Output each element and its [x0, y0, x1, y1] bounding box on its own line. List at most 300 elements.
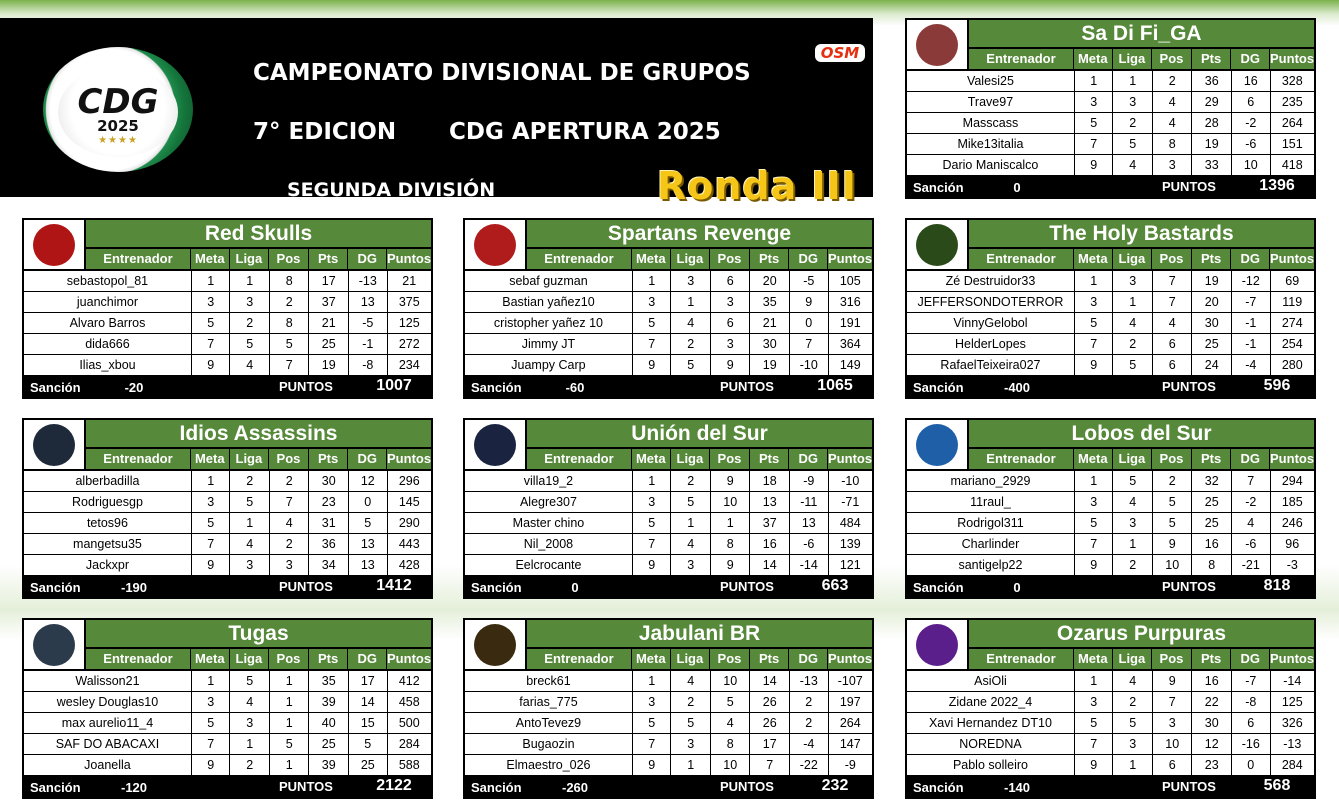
stat-cell-dg: 2: [790, 692, 828, 712]
stat-cell-liga: 5: [671, 713, 710, 733]
stat-cell-puntos: 284: [1271, 755, 1314, 775]
stat-cell-pos: 7: [270, 492, 309, 512]
stat-cell-dg: -1: [1232, 334, 1270, 354]
stat-cell-liga: 1: [1113, 534, 1152, 554]
sancion-label: Sanción: [30, 380, 81, 395]
team-name: Idios Assassins: [86, 420, 431, 447]
stat-cell-pos: 1: [270, 713, 309, 733]
stat-cell-liga: 3: [671, 555, 710, 575]
stat-cell-pts: 37: [750, 513, 789, 533]
sancion-label: Sanción: [471, 780, 522, 795]
team-table: [905, 618, 1316, 799]
stat-cell-pts: 8: [1192, 555, 1231, 575]
stat-cell-liga: 1: [230, 513, 269, 533]
stat-cell-liga: 1: [671, 755, 710, 775]
stat-cell-meta: 7: [1075, 334, 1113, 354]
stat-cell-meta: 1: [192, 671, 230, 691]
assassin-badge-icon: [33, 424, 75, 466]
stat-cell-pos: 3: [711, 292, 750, 312]
stat-cell-dg: -5: [349, 313, 387, 333]
column-header-liga: Liga: [1113, 449, 1152, 469]
stat-cell-pts: 18: [750, 471, 789, 491]
stat-cell-pos: 3: [711, 334, 750, 354]
stat-cell-dg: 0: [1232, 755, 1270, 775]
stat-cell-pos: 4: [1153, 313, 1192, 333]
stat-cell-dg: 9: [790, 292, 828, 312]
stat-cell-liga: 2: [230, 755, 269, 775]
stat-cell-dg: -11: [790, 492, 828, 512]
stat-cell-pos: 3: [1153, 713, 1192, 733]
puntos-label: PUNTOS: [279, 579, 333, 594]
stat-cell-puntos: -10: [829, 471, 872, 491]
coach-name-cell: farias_775: [465, 692, 632, 712]
stat-cell-liga: 2: [671, 692, 710, 712]
stat-cell-pos: 8: [270, 313, 309, 333]
coach-name-cell: NOREDNA: [907, 734, 1074, 754]
stat-cell-pts: 23: [309, 492, 348, 512]
column-header-pts: Pts: [309, 649, 348, 669]
stat-cell-puntos: 151: [1271, 134, 1314, 154]
stat-cell-meta: 1: [192, 271, 230, 291]
sancion-value: -60: [565, 380, 585, 395]
stat-cell-pts: 30: [309, 471, 348, 491]
stat-cell-puntos: 280: [1271, 355, 1314, 375]
table-row: [907, 513, 1314, 533]
stat-cell-liga: 3: [671, 271, 710, 291]
stat-cell-meta: 5: [1075, 713, 1113, 733]
column-header-entrenador: Entrenador: [86, 449, 190, 469]
stat-cell-puntos: 246: [1271, 513, 1314, 533]
table-row: [24, 492, 431, 512]
column-header-meta: Meta: [1074, 249, 1112, 269]
column-header-pos: Pos: [1152, 449, 1191, 469]
stat-cell-dg: -6: [1232, 134, 1270, 154]
table-row: [907, 755, 1314, 775]
stat-cell-liga: 3: [1113, 92, 1152, 112]
column-header-pos: Pos: [269, 649, 308, 669]
table-row: [24, 292, 431, 312]
sancion-value: 0: [571, 580, 579, 595]
stat-cell-pts: 26: [750, 692, 789, 712]
stat-cell-pts: 25: [1192, 492, 1231, 512]
table-row: [24, 534, 431, 554]
coach-name-cell: max aurelio11_4: [24, 713, 191, 733]
stat-cell-liga: 4: [230, 534, 269, 554]
column-header-entrenador: Entrenador: [86, 649, 190, 669]
stat-cell-pos: 9: [711, 355, 750, 375]
team-table: [22, 618, 433, 799]
stat-cell-puntos: 185: [1271, 492, 1314, 512]
stat-cell-puntos: 326: [1271, 713, 1314, 733]
stat-cell-pts: 32: [1192, 471, 1231, 491]
stat-cell-pts: 25: [1192, 334, 1231, 354]
column-header-pts: Pts: [309, 449, 348, 469]
stat-cell-puntos: 272: [388, 334, 431, 354]
stat-cell-pos: 7: [270, 355, 309, 375]
sancion-label: Sanción: [913, 380, 964, 395]
stat-cell-meta: 5: [192, 313, 230, 333]
sancion-label: Sanción: [913, 580, 964, 595]
stat-cell-dg: -13: [349, 271, 387, 291]
stat-cell-dg: -6: [790, 534, 828, 554]
stat-cell-meta: 1: [192, 471, 230, 491]
stat-cell-liga: 4: [1113, 155, 1152, 175]
stat-cell-puntos: 274: [1271, 313, 1314, 333]
coach-name-cell: wesley Douglas10: [24, 692, 191, 712]
column-header-meta: Meta: [191, 449, 229, 469]
table-row: [907, 313, 1314, 333]
coach-name-cell: Trave97: [907, 92, 1074, 112]
stat-cell-pos: 1: [270, 692, 309, 712]
column-header-dg: DG: [1231, 449, 1269, 469]
stat-cell-dg: 6: [1232, 713, 1270, 733]
stat-cell-pos: 5: [270, 334, 309, 354]
team-logo: [24, 620, 84, 669]
stat-cell-pos: 8: [1153, 134, 1192, 154]
column-header-dg: DG: [789, 649, 827, 669]
team-name: Spartans Revenge: [527, 220, 872, 247]
team-footer: [24, 577, 431, 597]
stat-cell-pts: 30: [1192, 713, 1231, 733]
stat-cell-pos: 9: [1153, 671, 1192, 691]
stat-cell-dg: 14: [349, 692, 387, 712]
coach-name-cell: VinnyGelobol: [907, 313, 1074, 333]
table-row: [465, 671, 872, 691]
team-logo: [907, 220, 967, 269]
stat-cell-puntos: 588: [388, 755, 431, 775]
stat-cell-liga: 3: [230, 292, 269, 312]
stat-cell-pos: 6: [711, 271, 750, 291]
table-row: [465, 471, 872, 491]
stat-cell-puntos: 290: [388, 513, 431, 533]
stat-cell-puntos: -9: [829, 755, 872, 775]
cdg-logo-inner: [58, 67, 178, 157]
stat-cell-meta: 3: [1075, 292, 1113, 312]
stat-cell-pts: 30: [1192, 313, 1231, 333]
stat-cell-dg: 15: [349, 713, 387, 733]
table-row: [465, 513, 872, 533]
stat-cell-liga: 1: [230, 734, 269, 754]
coach-name-cell: AsiOli: [907, 671, 1074, 691]
stat-cell-pos: 2: [270, 534, 309, 554]
table-row: [907, 292, 1314, 312]
stat-cell-dg: 4: [1232, 513, 1270, 533]
coach-name-cell: Zidane 2022_4: [907, 692, 1074, 712]
stat-cell-pts: 17: [750, 734, 789, 754]
coach-name-cell: Elmaestro_026: [465, 755, 632, 775]
team-footer: [465, 777, 872, 797]
stat-cell-dg: 2: [790, 713, 828, 733]
sancion-value: 0: [1013, 580, 1021, 595]
stat-cell-dg: 5: [349, 513, 387, 533]
stat-cell-meta: 9: [633, 555, 671, 575]
column-header-pos: Pos: [269, 249, 308, 269]
stat-cell-pts: 16: [1192, 534, 1231, 554]
table-body: [465, 471, 872, 576]
coach-name-cell: Zé Destruidor33: [907, 271, 1074, 291]
stat-cell-meta: 5: [192, 713, 230, 733]
stat-cell-dg: 13: [349, 555, 387, 575]
stat-cell-puntos: 234: [388, 355, 431, 375]
stat-cell-meta: 9: [1075, 155, 1113, 175]
stat-cell-pts: 36: [1192, 71, 1231, 91]
coach-name-cell: Dario Maniscalco: [907, 155, 1074, 175]
stat-cell-pos: 5: [1153, 513, 1192, 533]
column-header-dg: DG: [1231, 249, 1269, 269]
table-header: [527, 249, 872, 269]
stat-cell-pos: 10: [711, 492, 750, 512]
puntos-total: 1396: [1259, 177, 1295, 194]
stat-cell-pos: 2: [270, 292, 309, 312]
column-header-pts: Pts: [750, 649, 789, 669]
stat-cell-dg: 13: [790, 513, 828, 533]
puntos-total: 1412: [376, 577, 412, 594]
column-header-meta: Meta: [632, 449, 670, 469]
stat-cell-pts: 14: [750, 671, 789, 691]
stat-cell-puntos: 364: [829, 334, 872, 354]
coach-name-cell: Bastian yañez10: [465, 292, 632, 312]
stat-cell-liga: 5: [230, 492, 269, 512]
coach-name-cell: Xavi Hernandez DT10: [907, 713, 1074, 733]
stat-cell-puntos: -3: [1271, 555, 1314, 575]
team-name: Sa Di Fi_GA: [969, 20, 1314, 47]
table-row: [465, 313, 872, 333]
table-body: [907, 671, 1314, 776]
column-header-pts: Pts: [1192, 249, 1231, 269]
stat-cell-pos: 6: [1153, 334, 1192, 354]
stat-cell-pos: 10: [1153, 555, 1192, 575]
puntos-total: 1007: [376, 377, 412, 394]
team-name: Lobos del Sur: [969, 420, 1314, 447]
stat-cell-dg: -7: [1232, 292, 1270, 312]
column-header-entrenador: Entrenador: [969, 649, 1073, 669]
table-header: [527, 449, 872, 469]
stat-cell-liga: 4: [671, 313, 710, 333]
ozarus-badge-icon: [916, 624, 958, 666]
stat-cell-meta: 9: [192, 755, 230, 775]
column-header-dg: DG: [348, 449, 386, 469]
stat-cell-meta: 7: [1075, 134, 1113, 154]
coach-name-cell: Master chino: [465, 513, 632, 533]
coach-name-cell: Mike13italia: [907, 134, 1074, 154]
stat-cell-pos: 10: [711, 755, 750, 775]
stat-cell-meta: 3: [1075, 492, 1113, 512]
team-logo: [465, 220, 525, 269]
stat-cell-pts: 34: [309, 555, 348, 575]
column-header-puntos: Puntos: [387, 249, 431, 269]
coach-name-cell: Ilias_xbou: [24, 355, 191, 375]
stat-cell-pos: 2: [1153, 71, 1192, 91]
coach-name-cell: HelderLopes: [907, 334, 1074, 354]
team-table: [22, 218, 433, 399]
column-header-puntos: Puntos: [1270, 449, 1314, 469]
coach-name-cell: sebaf guzman: [465, 271, 632, 291]
stat-cell-liga: 2: [1113, 334, 1152, 354]
page-title: CAMPEONATO DIVISIONAL DE GRUPOS: [253, 60, 751, 86]
gorilla-badge-icon: [474, 624, 516, 666]
stat-cell-pts: 25: [1192, 513, 1231, 533]
team-table: [463, 618, 874, 799]
team-name: Ozarus Purpuras: [969, 620, 1314, 647]
stat-cell-meta: 3: [192, 292, 230, 312]
table-row: [907, 271, 1314, 291]
stat-cell-liga: 3: [1113, 734, 1152, 754]
table-row: [24, 355, 431, 375]
stat-cell-pts: 39: [309, 755, 348, 775]
table-body: [907, 71, 1314, 176]
stat-cell-pos: 7: [1153, 692, 1192, 712]
stat-cell-puntos: 500: [388, 713, 431, 733]
coach-name-cell: Pablo solleiro: [907, 755, 1074, 775]
column-header-meta: Meta: [191, 649, 229, 669]
stat-cell-meta: 7: [192, 734, 230, 754]
stat-cell-liga: 4: [1113, 671, 1152, 691]
stat-cell-dg: 0: [790, 313, 828, 333]
column-header-pts: Pts: [1192, 649, 1231, 669]
column-header-pts: Pts: [309, 249, 348, 269]
stat-cell-meta: 3: [633, 692, 671, 712]
stat-cell-pos: 2: [1153, 471, 1192, 491]
column-header-pts: Pts: [750, 449, 789, 469]
stat-cell-puntos: 69: [1271, 271, 1314, 291]
stat-cell-puntos: 375: [388, 292, 431, 312]
stat-cell-pts: 13: [750, 492, 789, 512]
table-row: [465, 355, 872, 375]
stat-cell-pts: 25: [309, 734, 348, 754]
table-row: [907, 692, 1314, 712]
stat-cell-liga: 3: [230, 713, 269, 733]
column-header-puntos: Puntos: [828, 449, 872, 469]
coach-name-cell: mangetsu35: [24, 534, 191, 554]
column-header-pos: Pos: [269, 449, 308, 469]
stat-cell-pts: 28: [1192, 113, 1231, 133]
stat-cell-pos: 4: [270, 513, 309, 533]
stat-cell-meta: 1: [633, 271, 671, 291]
stat-cell-meta: 9: [1075, 555, 1113, 575]
column-header-meta: Meta: [1074, 449, 1112, 469]
table-body: [24, 271, 431, 376]
column-header-liga: Liga: [230, 249, 269, 269]
stat-cell-puntos: 147: [829, 734, 872, 754]
stat-cell-dg: -6: [1232, 534, 1270, 554]
table-header: [86, 649, 431, 669]
stat-cell-pts: 7: [750, 755, 789, 775]
lds-badge-icon: [916, 424, 958, 466]
sancion-value: -190: [120, 580, 148, 595]
stat-cell-puntos: 235: [1271, 92, 1314, 112]
puntos-label: PUNTOS: [1162, 579, 1216, 594]
stat-cell-meta: 3: [192, 492, 230, 512]
stat-cell-meta: 1: [633, 471, 671, 491]
stat-cell-pos: 10: [1153, 734, 1192, 754]
team-name: Jabulani BR: [527, 620, 872, 647]
table-row: [907, 334, 1314, 354]
table-row: [24, 734, 431, 754]
table-row: [907, 734, 1314, 754]
column-header-liga: Liga: [1113, 49, 1152, 69]
stat-cell-dg: -22: [790, 755, 828, 775]
column-header-puntos: Puntos: [1270, 249, 1314, 269]
column-header-entrenador: Entrenador: [527, 449, 631, 469]
coach-name-cell: 11raul_: [907, 492, 1074, 512]
stat-cell-liga: 3: [230, 555, 269, 575]
holy-bastards-badge-icon: [916, 224, 958, 266]
stat-cell-liga: 3: [671, 734, 710, 754]
stat-cell-pos: 1: [711, 513, 750, 533]
header-banner: [0, 18, 873, 208]
stat-cell-pos: 5: [1153, 492, 1192, 512]
team-footer: [907, 777, 1314, 797]
team-table: [22, 418, 433, 599]
puntos-label: PUNTOS: [1162, 179, 1216, 194]
stat-cell-meta: 9: [1075, 355, 1113, 375]
table-row: [907, 555, 1314, 575]
stat-cell-puntos: 21: [388, 271, 431, 291]
column-header-pos: Pos: [710, 649, 749, 669]
column-header-entrenador: Entrenador: [969, 449, 1073, 469]
coach-name-cell: Alegre307: [465, 492, 632, 512]
stat-cell-puntos: 149: [829, 355, 872, 375]
stat-cell-liga: 4: [671, 671, 710, 691]
stat-cell-pos: 4: [711, 713, 750, 733]
stat-cell-meta: 5: [633, 513, 671, 533]
coach-name-cell: sebastopol_81: [24, 271, 191, 291]
stat-cell-meta: 5: [633, 313, 671, 333]
stat-cell-meta: 9: [192, 555, 230, 575]
stat-cell-dg: -2: [1232, 492, 1270, 512]
table-header: [969, 649, 1314, 669]
stat-cell-meta: 5: [1075, 313, 1113, 333]
sancion-label: Sanción: [913, 780, 964, 795]
coach-name-cell: Charlinder: [907, 534, 1074, 554]
stat-cell-pos: 3: [1153, 155, 1192, 175]
stat-cell-meta: 1: [633, 671, 671, 691]
table-body: [907, 471, 1314, 576]
coach-name-cell: Jimmy JT: [465, 334, 632, 354]
coach-name-cell: AntoTevez9: [465, 713, 632, 733]
coach-name-cell: Bugaozin: [465, 734, 632, 754]
tugas-badge-icon: [33, 624, 75, 666]
column-header-meta: Meta: [632, 249, 670, 269]
stat-cell-puntos: 191: [829, 313, 872, 333]
logo-text: CDG: [77, 82, 159, 122]
table-header: [527, 649, 872, 669]
stat-cell-dg: -4: [790, 734, 828, 754]
stat-cell-pos: 4: [1153, 92, 1192, 112]
stat-cell-pts: 16: [1192, 671, 1231, 691]
stat-cell-meta: 5: [1075, 513, 1113, 533]
team-footer: [907, 177, 1314, 197]
column-header-puntos: Puntos: [1270, 649, 1314, 669]
stat-cell-puntos: 484: [829, 513, 872, 533]
stat-cell-pos: 8: [270, 271, 309, 291]
coach-name-cell: Rodrigol311: [907, 513, 1074, 533]
stat-cell-pos: 9: [711, 471, 750, 491]
stat-cell-pos: 9: [711, 555, 750, 575]
stat-cell-liga: 5: [671, 355, 710, 375]
column-header-dg: DG: [789, 449, 827, 469]
stat-cell-meta: 3: [633, 492, 671, 512]
column-header-pts: Pts: [1192, 449, 1231, 469]
puntos-total: 2122: [376, 777, 412, 794]
team-logo: [465, 420, 525, 469]
stat-cell-meta: 1: [1075, 271, 1113, 291]
stat-cell-liga: 1: [1113, 71, 1152, 91]
stat-cell-pos: 10: [711, 671, 750, 691]
stat-cell-pos: 1: [270, 755, 309, 775]
table-row: [24, 334, 431, 354]
table-row: [907, 713, 1314, 733]
